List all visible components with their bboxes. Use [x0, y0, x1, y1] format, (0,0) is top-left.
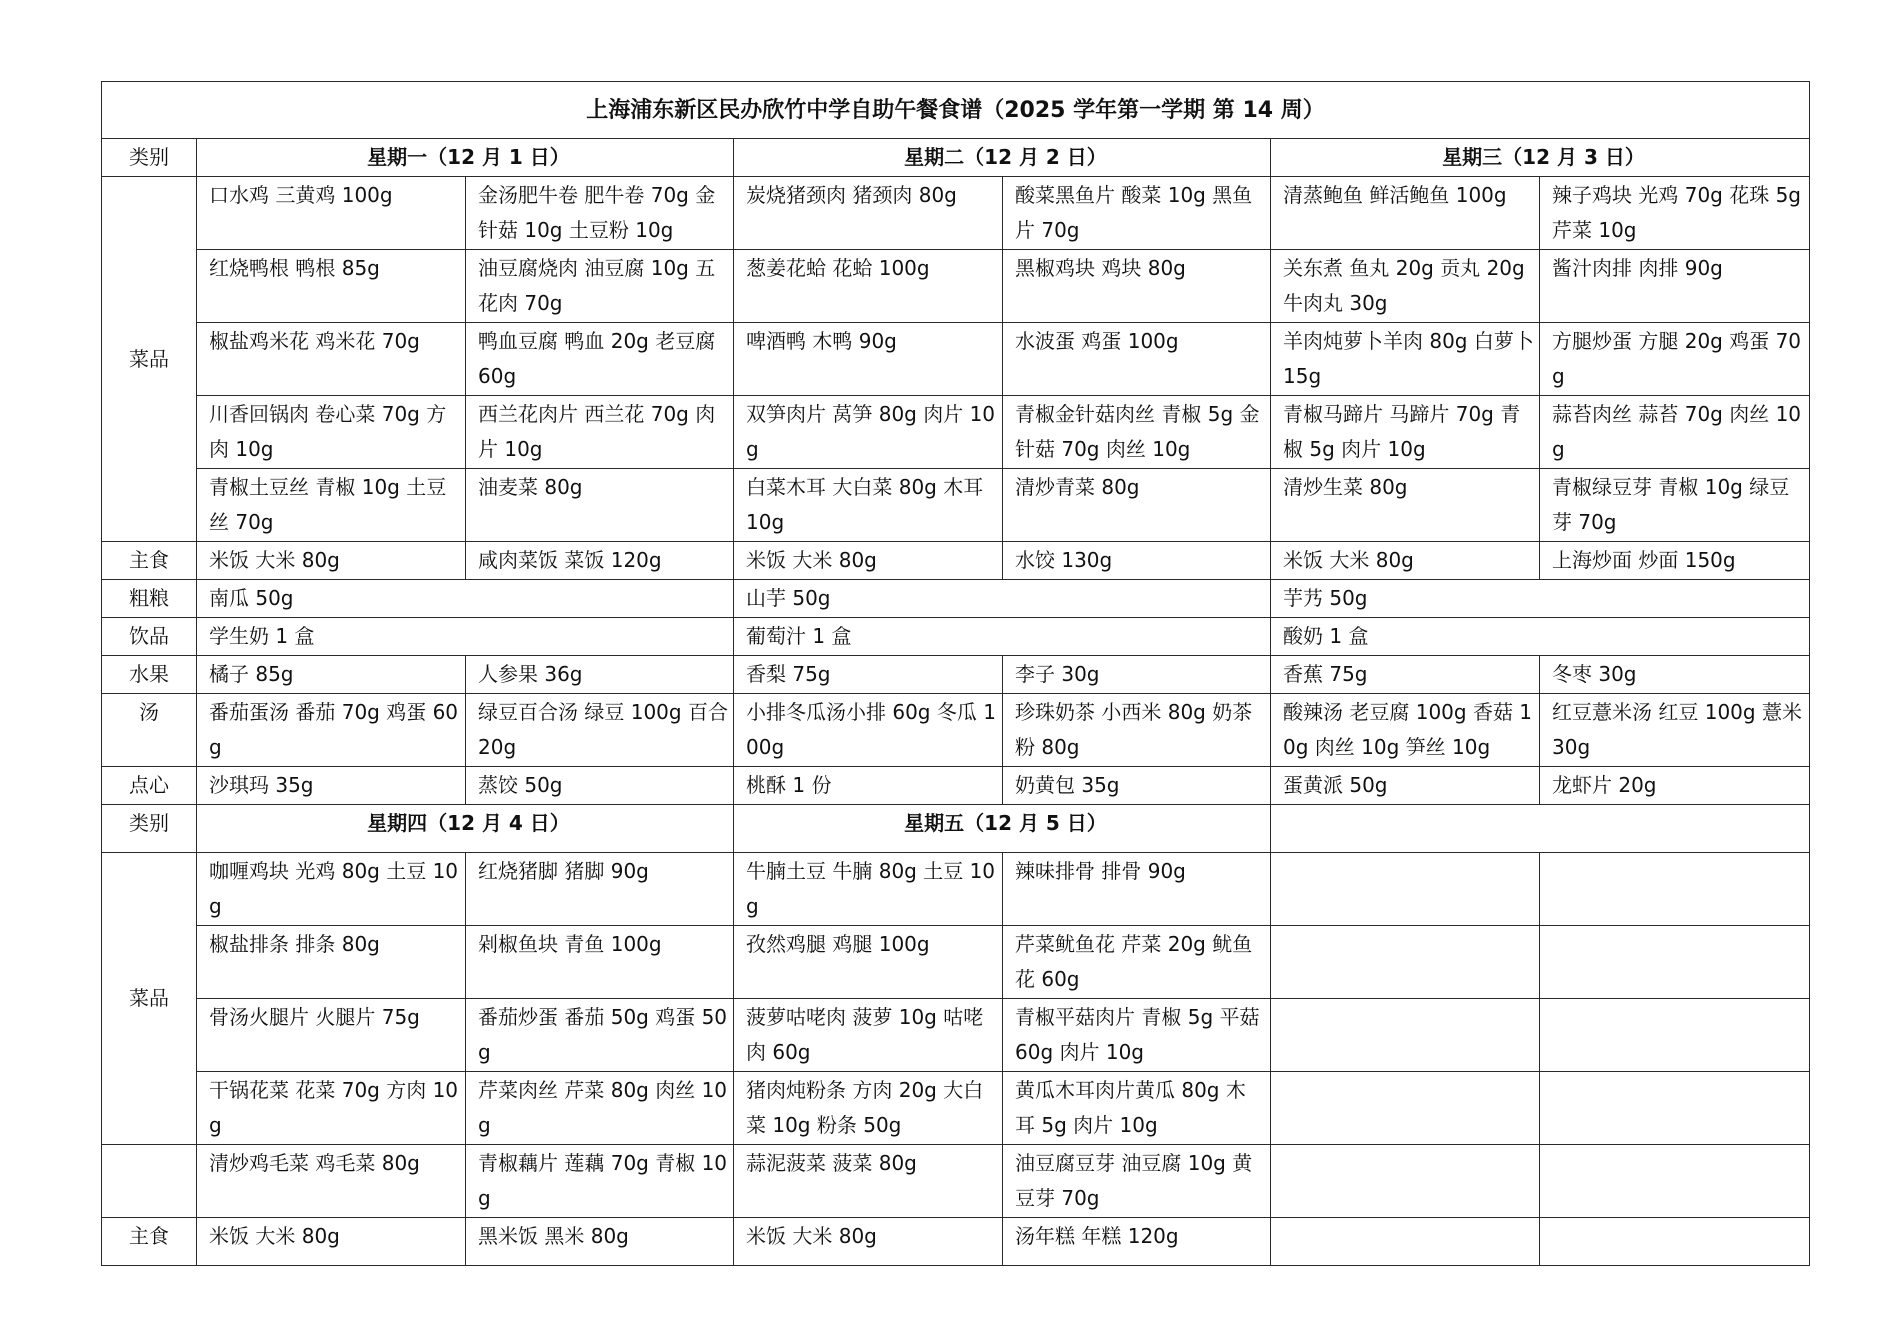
fruit-cell: 李子 30g: [1003, 656, 1271, 694]
fruit-cell: 香蕉 75g: [1271, 656, 1540, 694]
dish-cell: 清炒青菜 80g: [1003, 469, 1271, 542]
category-header: 类别: [102, 139, 197, 177]
day-header-tuesday: 星期二（12 月 2 日）: [734, 139, 1271, 177]
staple-row: [102, 1218, 1810, 1266]
dish-cell: 骨汤火腿片 火腿片 75g: [197, 999, 466, 1072]
soup-row: [102, 694, 1810, 767]
dish-cell: 油麦菜 80g: [466, 469, 734, 542]
dish-row: [102, 926, 1810, 999]
dish-row: [102, 250, 1810, 323]
category-header: 类别: [102, 805, 197, 853]
dish-cell: 青椒马蹄片 马蹄片 70g 青椒 5g 肉片 10g: [1271, 396, 1540, 469]
dish-cell: 鸭血豆腐 鸭血 20g 老豆腐 60g: [466, 323, 734, 396]
dish-cell: 番茄炒蛋 番茄 50g 鸡蛋 50g: [466, 999, 734, 1072]
dish-cell: 油豆腐烧肉 油豆腐 10g 五花肉 70g: [466, 250, 734, 323]
empty-cell: [1271, 926, 1540, 999]
dish-cell: 清炒鸡毛菜 鸡毛菜 80g: [197, 1145, 466, 1218]
dish-cell: 咖喱鸡块 光鸡 80g 土豆 10g: [197, 853, 466, 926]
dish-cell: 剁椒鱼块 青鱼 100g: [466, 926, 734, 999]
dish-row: [102, 396, 1810, 469]
snack-cell: 龙虾片 20g: [1540, 767, 1810, 805]
empty-cell: [1271, 805, 1810, 853]
dish-row: [102, 853, 1810, 926]
snack-cell: 奶黄包 35g: [1003, 767, 1271, 805]
soup-cell: 酸辣汤 老豆腐 100g 香菇 10g 肉丝 10g 笋丝 10g: [1271, 694, 1540, 767]
dish-cell: 菠萝咕咾肉 菠萝 10g 咕咾肉 60g: [734, 999, 1003, 1072]
dish-cell: 口水鸡 三黄鸡 100g: [197, 177, 466, 250]
empty-cell: [1540, 1145, 1810, 1218]
staple-cell: 上海炒面 炒面 150g: [1540, 542, 1810, 580]
dish-row: [102, 1145, 1810, 1218]
staple-cell: 米饭 大米 80g: [197, 542, 466, 580]
dish-cell: 猪肉炖粉条 方肉 20g 大白菜 10g 粉条 50g: [734, 1072, 1003, 1145]
dish-cell: 青椒金针菇肉丝 青椒 5g 金针菇 70g 肉丝 10g: [1003, 396, 1271, 469]
staple-row: [102, 542, 1810, 580]
staple-cell: 米饭 大米 80g: [197, 1218, 466, 1266]
drink-cell: 葡萄汁 1 盒: [734, 618, 1271, 656]
category-label-empty: [102, 1145, 197, 1218]
dish-cell: 辣味排骨 排骨 90g: [1003, 853, 1271, 926]
category-label-soup: 汤: [102, 694, 197, 767]
dish-cell: 关东煮 鱼丸 20g 贡丸 20g 牛肉丸 30g: [1271, 250, 1540, 323]
empty-cell: [1540, 926, 1810, 999]
fruit-cell: 人参果 36g: [466, 656, 734, 694]
dish-row: [102, 323, 1810, 396]
staple-cell: 黑米饭 黑米 80g: [466, 1218, 734, 1266]
empty-cell: [1271, 1218, 1540, 1266]
dish-cell: 蒜苔肉丝 蒜苔 70g 肉丝 10g: [1540, 396, 1810, 469]
dish-cell: 羊肉炖萝卜羊肉 80g 白萝卜 15g: [1271, 323, 1540, 396]
soup-cell: 番茄蛋汤 番茄 70g 鸡蛋 60g: [197, 694, 466, 767]
soup-cell: 红豆薏米汤 红豆 100g 薏米 30g: [1540, 694, 1810, 767]
dish-cell: 西兰花肉片 西兰花 70g 肉片 10g: [466, 396, 734, 469]
soup-cell: 珍珠奶茶 小西米 80g 奶茶粉 80g: [1003, 694, 1271, 767]
dish-cell: 青椒平菇肉片 青椒 5g 平菇 60g 肉片 10g: [1003, 999, 1271, 1072]
menu-table: [101, 81, 1810, 1266]
dish-cell: 金汤肥牛卷 肥牛卷 70g 金针菇 10g 土豆粉 10g: [466, 177, 734, 250]
dish-cell: 炭烧猪颈肉 猪颈肉 80g: [734, 177, 1003, 250]
staple-cell: 米饭 大米 80g: [734, 1218, 1003, 1266]
snack-cell: 蛋黄派 50g: [1271, 767, 1540, 805]
drink-cell: 学生奶 1 盒: [197, 618, 734, 656]
soup-cell: 绿豆百合汤 绿豆 100g 百合 20g: [466, 694, 734, 767]
dish-cell: 青椒土豆丝 青椒 10g 土豆丝 70g: [197, 469, 466, 542]
dish-cell: 酸菜黑鱼片 酸菜 10g 黑鱼片 70g: [1003, 177, 1271, 250]
dish-row: [102, 999, 1810, 1072]
day-header-friday: 星期五（12 月 5 日）: [734, 805, 1271, 853]
dish-cell: 青椒藕片 莲藕 70g 青椒 10g: [466, 1145, 734, 1218]
dish-cell: 蒜泥菠菜 菠菜 80g: [734, 1145, 1003, 1218]
snack-cell: 沙琪玛 35g: [197, 767, 466, 805]
dish-cell: 白菜木耳 大白菜 80g 木耳 10g: [734, 469, 1003, 542]
category-label-staple: 主食: [102, 1218, 197, 1266]
empty-cell: [1271, 1072, 1540, 1145]
snack-cell: 桃酥 1 份: [734, 767, 1003, 805]
category-label-dishes: 菜品: [102, 177, 197, 542]
staple-cell: 咸肉菜饭 菜饭 120g: [466, 542, 734, 580]
dish-cell: 椒盐排条 排条 80g: [197, 926, 466, 999]
day-header-thursday: 星期四（12 月 4 日）: [197, 805, 734, 853]
snack-cell: 蒸饺 50g: [466, 767, 734, 805]
empty-cell: [1271, 1145, 1540, 1218]
grain-cell: 山芋 50g: [734, 580, 1271, 618]
drink-cell: 酸奶 1 盒: [1271, 618, 1810, 656]
grain-cell: 芋艿 50g: [1271, 580, 1810, 618]
empty-cell: [1271, 853, 1540, 926]
day-header-monday: 星期一（12 月 1 日）: [197, 139, 734, 177]
dish-cell: 干锅花菜 花菜 70g 方肉 10g: [197, 1072, 466, 1145]
dish-cell: 孜然鸡腿 鸡腿 100g: [734, 926, 1003, 999]
category-label-grain: 粗粮: [102, 580, 197, 618]
dish-cell: 红烧鸭根 鸭根 85g: [197, 250, 466, 323]
dish-cell: 油豆腐豆芽 油豆腐 10g 黄豆芽 70g: [1003, 1145, 1271, 1218]
fruit-row: [102, 656, 1810, 694]
empty-cell: [1540, 1072, 1810, 1145]
day-header-wednesday: 星期三（12 月 3 日）: [1271, 139, 1810, 177]
category-label-fruit: 水果: [102, 656, 197, 694]
menu-title: 上海浦东新区民办欣竹中学自助午餐食谱（2025 学年第一学期 第 14 周）: [102, 82, 1810, 139]
dish-cell: 芹菜鱿鱼花 芹菜 20g 鱿鱼花 60g: [1003, 926, 1271, 999]
dish-row: [102, 1072, 1810, 1145]
dish-cell: 川香回锅肉 卷心菜 70g 方肉 10g: [197, 396, 466, 469]
category-label-staple: 主食: [102, 542, 197, 580]
dish-cell: 酱汁肉排 肉排 90g: [1540, 250, 1810, 323]
dish-row: [102, 177, 1810, 250]
empty-cell: [1540, 999, 1810, 1072]
dish-cell: 啤酒鸭 木鸭 90g: [734, 323, 1003, 396]
staple-cell: 水饺 130g: [1003, 542, 1271, 580]
empty-cell: [1271, 999, 1540, 1072]
dish-cell: 方腿炒蛋 方腿 20g 鸡蛋 70g: [1540, 323, 1810, 396]
day-header-row: [102, 139, 1810, 177]
fruit-cell: 橘子 85g: [197, 656, 466, 694]
dish-cell: 黄瓜木耳肉片黄瓜 80g 木耳 5g 肉片 10g: [1003, 1072, 1271, 1145]
dish-row: [102, 469, 1810, 542]
dish-cell: 红烧猪脚 猪脚 90g: [466, 853, 734, 926]
fruit-cell: 香梨 75g: [734, 656, 1003, 694]
dish-cell: 清炒生菜 80g: [1271, 469, 1540, 542]
grain-row: [102, 580, 1810, 618]
snack-row: [102, 767, 1810, 805]
category-label-dishes: 菜品: [102, 853, 197, 1145]
dish-cell: 牛腩土豆 牛腩 80g 土豆 10g: [734, 853, 1003, 926]
empty-cell: [1540, 1218, 1810, 1266]
dish-cell: 水波蛋 鸡蛋 100g: [1003, 323, 1271, 396]
grain-cell: 南瓜 50g: [197, 580, 734, 618]
fruit-cell: 冬枣 30g: [1540, 656, 1810, 694]
staple-cell: 米饭 大米 80g: [1271, 542, 1540, 580]
title-row: [102, 82, 1810, 139]
staple-cell: 汤年糕 年糕 120g: [1003, 1218, 1271, 1266]
day-header-row: [102, 805, 1810, 853]
category-label-snack: 点心: [102, 767, 197, 805]
drink-row: [102, 618, 1810, 656]
dish-cell: 椒盐鸡米花 鸡米花 70g: [197, 323, 466, 396]
dish-cell: 黑椒鸡块 鸡块 80g: [1003, 250, 1271, 323]
dish-cell: 芹菜肉丝 芹菜 80g 肉丝 10g: [466, 1072, 734, 1145]
dish-cell: 双笋肉片 莴笋 80g 肉片 10g: [734, 396, 1003, 469]
staple-cell: 米饭 大米 80g: [734, 542, 1003, 580]
dish-cell: 葱姜花蛤 花蛤 100g: [734, 250, 1003, 323]
dish-cell: 青椒绿豆芽 青椒 10g 绿豆芽 70g: [1540, 469, 1810, 542]
empty-cell: [1540, 853, 1810, 926]
dish-cell: 清蒸鲍鱼 鲜活鲍鱼 100g: [1271, 177, 1540, 250]
category-label-drink: 饮品: [102, 618, 197, 656]
dish-cell: 辣子鸡块 光鸡 70g 花珠 5g 芹菜 10g: [1540, 177, 1810, 250]
soup-cell: 小排冬瓜汤小排 60g 冬瓜 100g: [734, 694, 1003, 767]
